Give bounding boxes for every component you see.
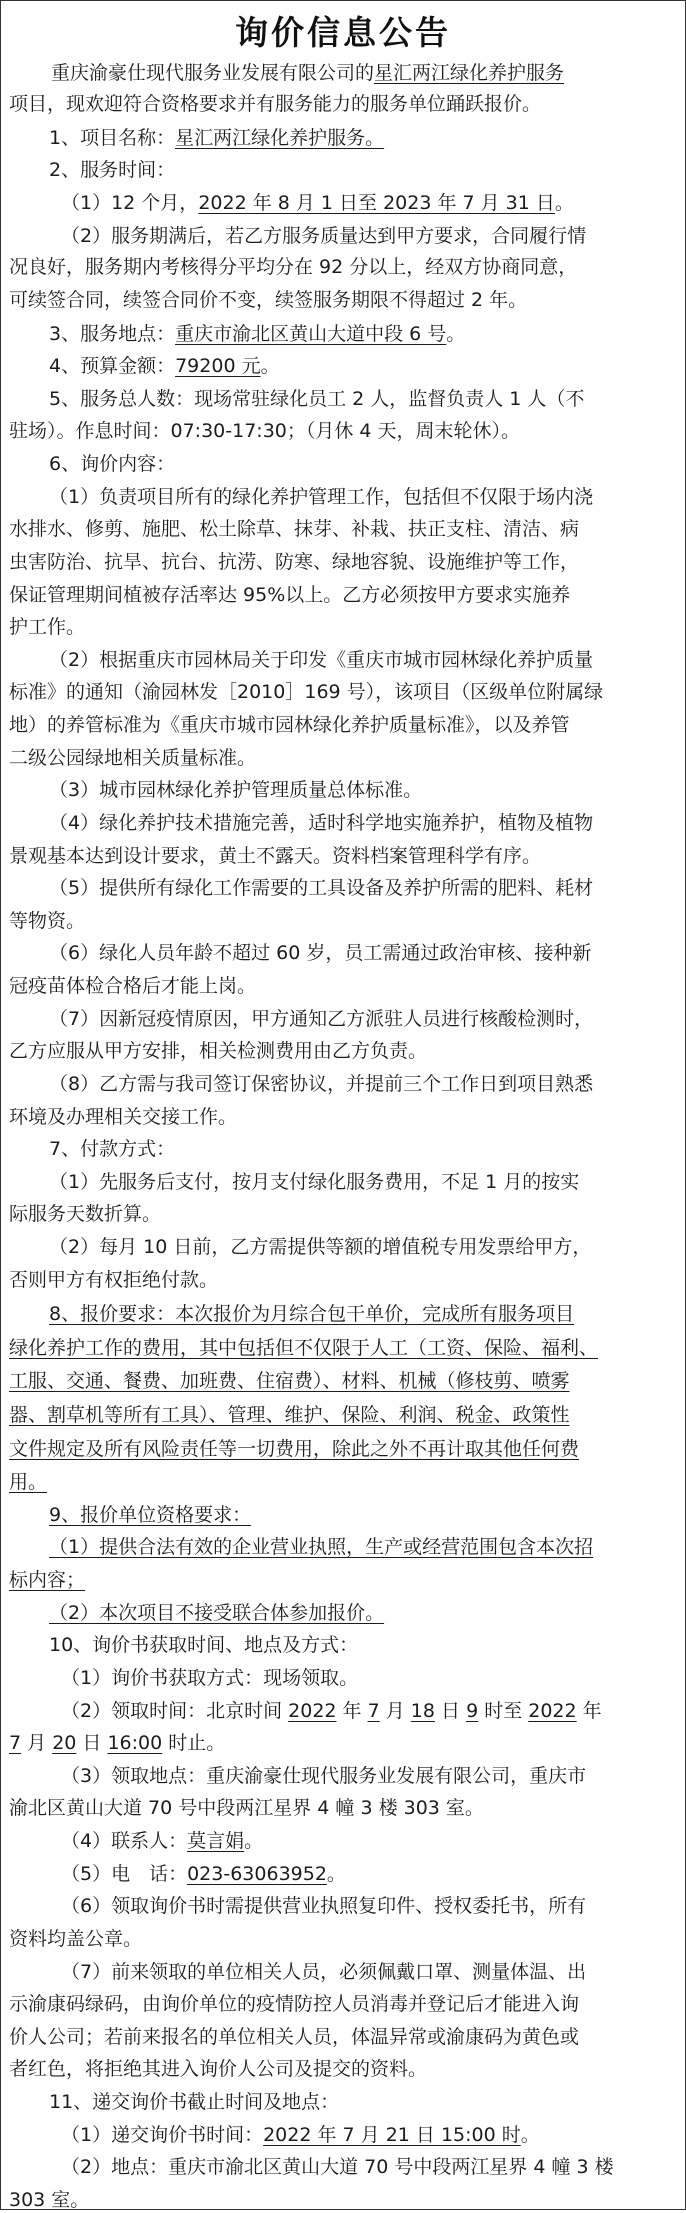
underlined-text: 用。: [9, 1471, 48, 1493]
underlined-text: 2022 年 7 月 21 日 15:00 时: [263, 2124, 521, 2146]
text-segment: 。: [260, 355, 280, 377]
underlined-text: 标内容；: [9, 1569, 86, 1591]
text-segment: 等物资。: [9, 910, 86, 932]
text-line: [49, 940, 591, 966]
text-line: [9, 2024, 579, 2050]
underlined-text: 2022: [528, 1700, 577, 1722]
text-segment: 虫害防治、抗旱、抗台、抗涝、防寒、绿地容貌、设施维护等工作，: [9, 551, 580, 573]
text-line: [49, 1234, 591, 1260]
text-segment: 。: [554, 192, 574, 214]
text-segment: 水排水、修剪、施肥、松土除草、抹芽、补栽、扶正支柱、清洁、病: [9, 518, 580, 540]
text-line: [49, 125, 384, 151]
text-line: [61, 1959, 586, 1985]
text-segment: 驻场）。作息时间：07:30-17:30；（月休 4 天，周末轮休）。: [9, 420, 521, 442]
text-segment: （8）乙方需与我司签订保密协议，并提前三个工作日到项目熟悉: [49, 1073, 594, 1095]
text-segment: （3）城市园林绿化养护管理质量总体标准。: [49, 779, 423, 801]
text-line: [49, 1169, 579, 1195]
text-line: [61, 2122, 540, 2148]
text-line: [49, 1534, 593, 1560]
underlined-text: （1）提供合法有效的企业营业执照，生产或经营范围包含本次招: [49, 1536, 594, 1558]
underlined-text: 7: [367, 1700, 380, 1722]
text-line: [49, 1136, 175, 1162]
text-segment: 时止。: [162, 1732, 226, 1754]
text-line: [9, 418, 520, 444]
text-segment: 保证管理期间植被存活率达 95%以上。乙方必须按甲方要求实施养: [9, 584, 571, 606]
text-segment: 者红色，将拒绝其进入询价人公司及提交的资料。: [9, 2058, 428, 2080]
text-line: [51, 60, 564, 86]
text-segment: 否则甲方有权拒绝付款。: [9, 1269, 219, 1291]
text-segment: 303 室。: [9, 2189, 90, 2211]
text-line: [9, 614, 85, 640]
text-line: [9, 712, 570, 738]
underlined-text: 工服、交通、餐费、加班费、住宿费）、材料、机械（修枝剪、喷雾: [9, 1370, 570, 1392]
text-line: [49, 1502, 251, 1528]
text-segment: 5、服务总人数：现场常驻绿化员工 2 人，监督负责人 1 人（不: [49, 388, 585, 410]
text-line: [9, 287, 527, 313]
text-line: [49, 777, 422, 803]
underlined-text: 7: [9, 1732, 22, 1754]
text-segment: 时至: [478, 1700, 529, 1722]
text-segment: 可续签合同，续签合同价不变，续签服务期限不得超过 2 年。: [9, 289, 528, 311]
text-segment: 渝北区黄山大道 70 号中段两江星界 4 幢 3 楼 303 室。: [9, 1797, 484, 1819]
text-segment: （2）领取时间：北京时间: [61, 1700, 289, 1722]
text-segment: 月: [21, 1732, 53, 1754]
text-line: [49, 875, 593, 901]
text-line: [9, 1567, 85, 1593]
text-line: [9, 1795, 484, 1821]
underlined-text: 8、报价要求：: [49, 1303, 176, 1325]
text-line: [9, 1926, 142, 1952]
text-segment: （7）前来领取的单位相关人员，必须佩戴口罩、测量体温、出: [61, 1961, 587, 1983]
text-line: [61, 1893, 586, 1919]
text-segment: 月: [379, 1700, 411, 1722]
underlined-text: 023-63063952: [187, 1863, 327, 1885]
text-segment: 。: [520, 2124, 540, 2146]
text-segment: （5）提供所有绿化工作需要的工具设备及养护所需的肥料、耗材: [49, 877, 594, 899]
text-line: [49, 2089, 339, 2115]
text-segment: 1、项目名称：: [49, 127, 176, 149]
text-line: [61, 1763, 586, 1789]
text-segment: 资料均盖公章。: [9, 1928, 143, 1950]
text-line: [49, 1632, 358, 1658]
underlined-text: （2）本次项目不接受联合体参加报价。: [49, 1602, 385, 1624]
underlined-text: 79200 元: [175, 355, 261, 377]
text-segment: （2）地点：重庆市渝北区黄山大道 70 号中段两江星界 4 幢 3 楼: [61, 2156, 614, 2178]
text-segment: 3、服务地点：: [49, 323, 176, 345]
page-title: 询价信息公告: [235, 13, 451, 52]
text-segment: 6、询价内容：: [49, 453, 176, 475]
text-line: [9, 1104, 237, 1130]
text-line: [61, 1698, 602, 1724]
text-segment: （4）绿化养护技术措施完善，适时科学地实施养护，植物及植物: [49, 812, 594, 834]
text-line: [9, 1201, 161, 1227]
text-line: [49, 321, 465, 347]
text-line: [9, 1469, 47, 1495]
text-line: [9, 973, 256, 999]
text-segment: 日: [76, 1732, 108, 1754]
underlined-text: 文件规定及所有风险责任等一切费用，除此之外不再计取其他任何费: [9, 1438, 580, 1460]
text-segment: 价人公司；若前来报名的单位相关人员，体温异常或渝康码为黄色或: [9, 2026, 580, 2048]
underlined-text: 16:00: [107, 1732, 163, 1754]
text-line: [9, 549, 579, 575]
text-segment: （1）询价书获取方式：现场领取。: [61, 1667, 359, 1689]
text-segment: （3）领取地点：重庆渝豪仕现代服务业发展有限公司，重庆市: [61, 1765, 587, 1787]
text-segment: 环境及办理相关交接工作。: [9, 1106, 238, 1128]
text-segment: 。: [326, 1863, 346, 1885]
text-line: [9, 679, 603, 705]
text-segment: （5）电 话：: [61, 1863, 188, 1885]
text-line: [49, 353, 280, 379]
text-line: [9, 1335, 598, 1361]
text-segment: （7）因新冠疫情原因，甲方通知乙方派驻人员进行核酸检测时，: [49, 1008, 594, 1030]
text-line: [61, 223, 586, 249]
underlined-text: 星汇两江绿化养护服务。: [175, 127, 385, 149]
text-segment: （4）联系人：: [61, 1830, 188, 1852]
underlined-text: 星汇两江绿化养护服务: [374, 62, 565, 84]
text-line: [9, 254, 577, 280]
text-line: [9, 745, 256, 771]
text-segment: 护工作。: [9, 616, 86, 638]
text-segment: 示渝康码绿码，由询价单位的疫情防控人员消毒并登记后才能进入询: [9, 1993, 580, 2015]
text-line: [9, 1991, 579, 2017]
text-segment: 7、付款方式：: [49, 1138, 176, 1160]
text-line: [49, 1600, 384, 1626]
text-line: [49, 1006, 593, 1032]
text-line: [9, 908, 85, 934]
text-segment: 二级公园绿地相关质量标准。: [9, 747, 257, 769]
text-line: [9, 843, 541, 869]
text-line: [9, 91, 541, 117]
text-line: [9, 1436, 579, 1462]
text-segment: 年: [576, 1700, 602, 1722]
underlined-text: 2022: [288, 1700, 337, 1722]
underlined-text: 2022 年 8 月 1 日至 2023 年 7 月 31 日: [198, 192, 555, 214]
text-line: [61, 1665, 358, 1691]
text-segment: （1）先服务后支付，按月支付绿化服务费用，不足 1 月的按实: [49, 1171, 580, 1193]
underlined-text: 20: [52, 1732, 77, 1754]
text-line: [49, 484, 593, 510]
text-segment: 日: [434, 1700, 467, 1722]
text-segment: 4、预算金额：: [49, 355, 176, 377]
text-segment: （2）每月 10 日前，乙方需提供等额的增值税专用发票给甲方，: [49, 1236, 592, 1258]
text-segment: （6）领取询价书时需提供营业执照复印件、授权委托书，所有: [61, 1895, 587, 1917]
text-line: [9, 1402, 570, 1428]
text-line: [9, 2056, 427, 2082]
text-segment: 冠疫苗体检合格后才能上岗。: [9, 975, 257, 997]
text-line: [9, 1730, 225, 1756]
text-segment: （2）服务期满后，若乙方服务质量达到甲方要求，合同履行情: [61, 225, 587, 247]
text-line: [61, 190, 574, 216]
text-segment: 10、询价书获取时间、地点及方式：: [49, 1634, 359, 1656]
underlined-text: 器、割草机等所有工具）、管理、维护、保险、利润、税金、政策性: [9, 1404, 570, 1426]
text-segment: 标准》的通知（渝园林发［2010］169 号），该项目（区级单位附属绿: [9, 681, 604, 703]
text-line: [49, 157, 175, 183]
text-segment: 项目，现欢迎符合资格要求并有服务能力的服务单位踊跃报价。: [9, 93, 542, 115]
text-line: [9, 582, 570, 608]
underlined-text: 重庆市渝北区黄山大道中段 6 号: [175, 323, 447, 345]
text-segment: 11、递交询价书截止时间及地点：: [49, 2091, 340, 2113]
text-segment: （1）12 个月，: [61, 192, 199, 214]
underlined-text: 绿化养护工作的费用，其中包括但不仅限于人工（工资、保险、福利、: [9, 1337, 599, 1359]
text-line: [9, 1267, 218, 1293]
text-line: [9, 2187, 89, 2213]
text-segment: 景观基本达到设计要求，黄土不露天。资料档案管理科学有序。: [9, 845, 542, 867]
text-segment: 年: [336, 1700, 368, 1722]
text-segment: （6）绿化人员年龄不超过 60 岁，员工需通过政治审核、接种新: [49, 942, 592, 964]
text-line: [49, 1071, 593, 1097]
text-line: [49, 386, 584, 412]
text-line: [61, 2154, 614, 2180]
text-segment: 际服务天数折算。: [9, 1203, 162, 1225]
text-segment: 乙方应服从甲方安排，相关检测费用由乙方负责。: [9, 1040, 428, 1062]
text-segment: （1）负责项目所有的绿化养护管理工作，包括但不仅限于场内浇: [49, 486, 594, 508]
text-segment: （2）根据重庆市园林局关于印发《重庆市城市园林绿化养护质量: [49, 649, 594, 671]
underlined-text: 9、报价单位资格要求：: [49, 1504, 252, 1526]
text-segment: 。: [244, 1830, 264, 1852]
text-line: [61, 1861, 346, 1887]
text-line: [9, 516, 579, 542]
text-line: [9, 1038, 427, 1064]
text-segment: 。: [446, 323, 466, 345]
text-segment: （1）递交询价书时间：: [61, 2124, 264, 2146]
text-line: [49, 1301, 574, 1327]
text-segment: 况良好，服务期内考核得分平均分在 92 分以上，经双方协商同意，: [9, 256, 578, 278]
text-line: [9, 1368, 570, 1394]
underlined-text: 18: [410, 1700, 435, 1722]
text-line: [49, 647, 593, 673]
text-line: [49, 451, 175, 477]
underlined-text: 9: [466, 1700, 479, 1722]
text-segment: 重庆渝豪仕现代服务业发展有限公司的: [51, 62, 375, 84]
text-line: [49, 810, 593, 836]
text-segment: 地）的养管标准为《重庆市城市园林绿化养护质量标准》，以及养管: [9, 714, 570, 736]
underlined-text: 莫言娟: [187, 1830, 245, 1852]
text-segment: 2、服务时间：: [49, 159, 176, 181]
text-line: [61, 1828, 263, 1854]
underlined-text: 本次报价为月综合包干单价，完成所有服务项目: [175, 1303, 575, 1325]
